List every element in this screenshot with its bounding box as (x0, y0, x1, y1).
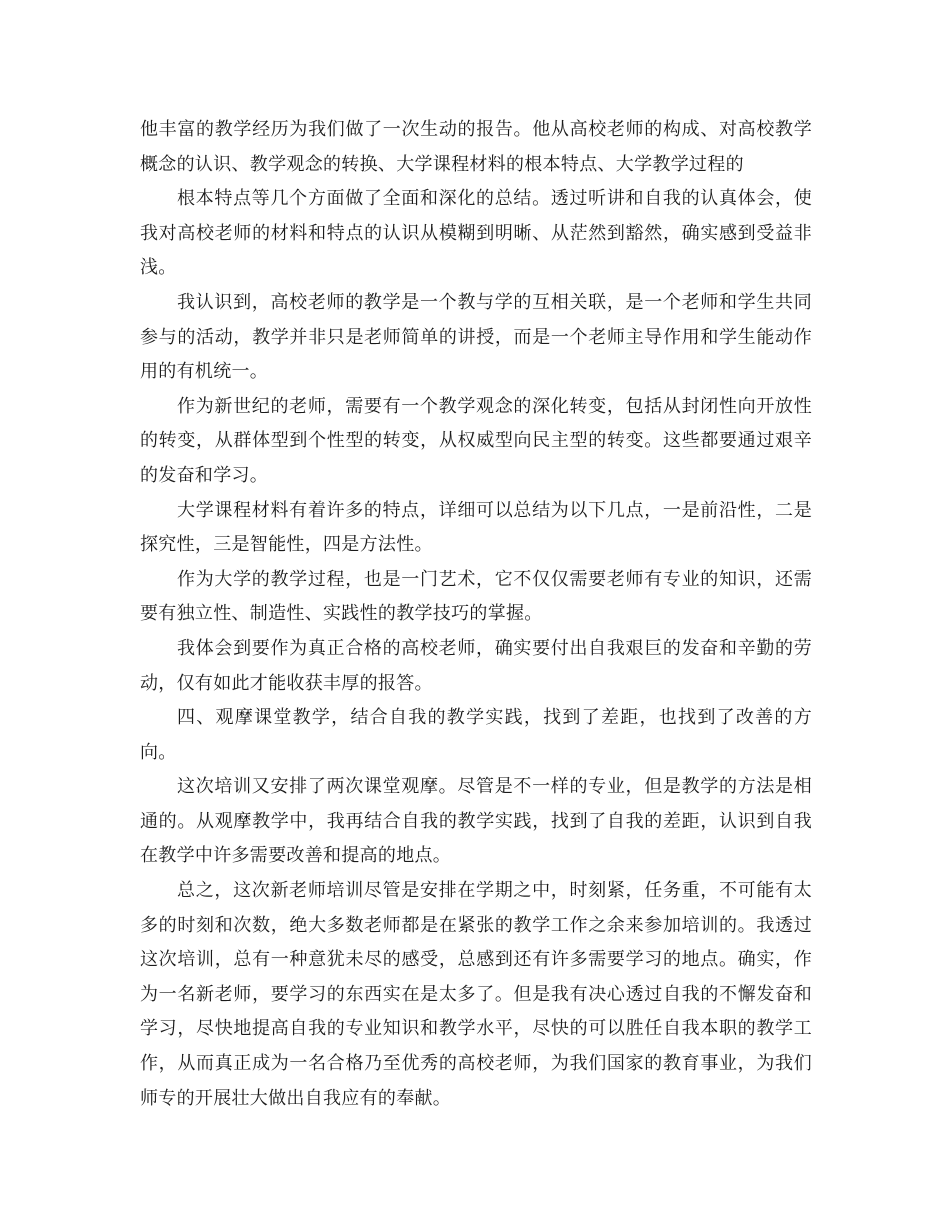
paragraph-10: 总之，这次新老师培训尽管是安排在学期之中，时刻紧，任务重，不可能有太多的时刻和次数，绝大多数老师都是在紧张的教学工作之余来参加培训的。我透过这次培训，总有一种意犹未尽的感受，总感到还有许多需要学习的地点。确实，作为一名新老师，要学习的东西实在是太多了。但是我有决心透过自我的不懈发奋和学习，尽快地提高自我的专业知识和教学水平，尽快的可以胜任自我本职的教学工作，从而真正成为一名合格乃至优秀的高校老师，为我们国家的教育事业，为我们师专的开展壮大做出自我应有的奉献。 (140, 880, 812, 1109)
paragraph-6: 作为大学的教学过程，也是一门艺术，它不仅仅需要老师有专业的知识，还需要有独立性、制造性、实践性的教学技巧的掌握。 (140, 568, 812, 625)
paragraph-7: 我体会到要作为真正合格的高校老师，确实要付出自我艰巨的发奋和辛勤的劳动，仅有如此才能收获丰厚的报答。 (140, 637, 812, 694)
document-body (140, 113, 812, 1116)
paragraph-2: 根本特点等几个方面做了全面和深化的总结。透过听讲和自我的认真体会，使我对高校老师的材料和特点的认识从模糊到明晰、从茫然到豁然，确实感到受益非浅。 (140, 188, 812, 279)
paragraph-9: 这次培训又安排了两次课堂观摩。尽管是不一样的专业，但是教学的方法是相通的。从观摩教学中，我再结合自我的教学实践，找到了自我的差距，认识到自我在教学中许多需要改善和提高的地点。 (140, 776, 812, 867)
paragraph-4: 作为新世纪的老师，需要有一个教学观念的深化转变，包括从封闭性向开放性的转变，从群体型到个性型的转变，从权威型向民主型的转变。这些都要通过艰辛的发奋和学习。 (140, 395, 812, 486)
paragraph-3: 我认识到，高校老师的教学是一个教与学的互相关联，是一个老师和学生共同参与的活动，教学并非只是老师简单的讲授，而是一个老师主导作用和学生能动作用的有机统一。 (140, 291, 812, 383)
paragraph-8: 四、观摩课堂教学，结合自我的教学实践，找到了差距，也找到了改善的方向。 (140, 707, 812, 763)
paragraph-5: 大学课程材料有着许多的特点，详细可以总结为以下几点，一是前沿性，二是探究性，三是智能性，四是方法性。 (140, 499, 812, 556)
paragraph-1: 他丰富的教学经历为我们做了一次生动的报告。他从高校老师的构成、对高校教学概念的认识、教学观念的转换、大学课程材料的根本特点、大学教学过程的 (140, 119, 812, 175)
